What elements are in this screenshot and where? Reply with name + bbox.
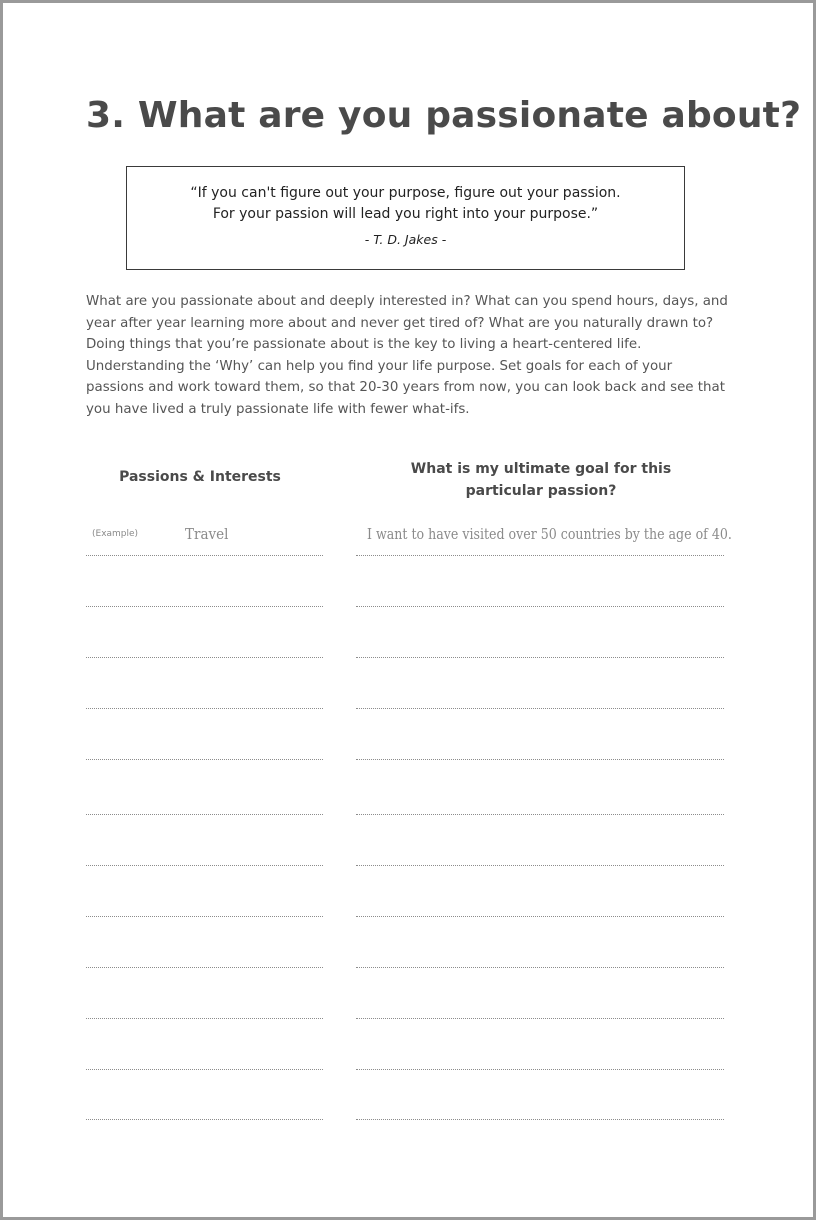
quote-box	[126, 166, 685, 270]
goal-line[interactable]	[356, 814, 724, 815]
example-tag: (Example)	[92, 529, 139, 539]
passion-line[interactable]	[86, 865, 323, 866]
passion-line[interactable]	[86, 967, 323, 968]
example-passion: Travel	[185, 525, 229, 543]
passion-line[interactable]	[86, 657, 323, 658]
goal-line[interactable]	[356, 1018, 724, 1019]
goal-line[interactable]	[356, 555, 724, 556]
passion-line[interactable]	[86, 606, 323, 607]
passion-line[interactable]	[86, 1069, 323, 1070]
example-goal: I want to have visited over 50 countries by the age of 40.	[367, 525, 732, 543]
passion-line[interactable]	[86, 1018, 323, 1019]
passion-line[interactable]	[86, 759, 323, 760]
column-header-passions: Passions & Interests	[119, 469, 281, 485]
goal-line[interactable]	[356, 657, 724, 658]
passion-line[interactable]	[86, 1119, 323, 1120]
quote-line-1: “If you can't figure out your purpose, figure out your passion.	[190, 185, 621, 201]
goal-line[interactable]	[356, 1119, 724, 1120]
page-title: 3. What are you passionate about?	[86, 95, 802, 136]
goal-line[interactable]	[356, 606, 724, 607]
column-header-goals	[358, 458, 724, 502]
goal-line[interactable]	[356, 1069, 724, 1070]
goal-line[interactable]	[356, 708, 724, 709]
column-header-goals-line-1: What is my ultimate goal for this	[410, 461, 672, 477]
passion-line[interactable]	[86, 555, 323, 556]
quote-line-2: For your passion will lead you right into your purpose.”	[212, 206, 599, 222]
passion-line[interactable]	[86, 916, 323, 917]
passion-line[interactable]	[86, 814, 323, 815]
goal-line[interactable]	[356, 865, 724, 866]
goal-line[interactable]	[356, 967, 724, 968]
quote-author: - T. D. Jakes -	[364, 232, 447, 247]
passion-line[interactable]	[86, 708, 323, 709]
intro-paragraph: What are you passionate about and deeply interested in? What can you spend hours, days, and year after year learning more about and never get tired of? What are you naturally drawn to? Doing things that you’re passionate about is the key to living a heart-centered life. Understanding the ‘Why’ can help you find your life purpose. Set goals for each of your passions and work toward them, so that 20-30 years from now, you can look back and see that you have lived a truly passionate life with fewer what-ifs.	[86, 294, 728, 417]
goal-line[interactable]	[356, 916, 724, 917]
quote-text	[137, 183, 674, 225]
goal-line[interactable]	[356, 759, 724, 760]
column-header-goals-line-2: particular passion?	[465, 483, 617, 499]
